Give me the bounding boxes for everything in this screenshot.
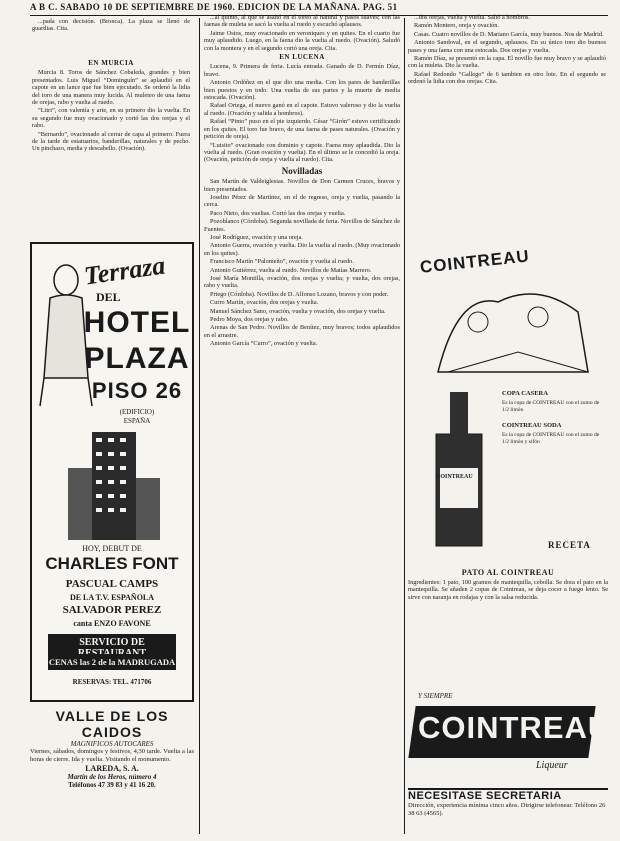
banner-brand: COINTREAU: [418, 710, 612, 745]
valle-subtitle: MAGNIFICOS AUTOCARES: [70, 740, 154, 748]
ad-espana: ESPAÑA: [123, 417, 151, 425]
column-1-article: [32, 58, 190, 226]
article-paragraph: “Luisito” ovacionado con dominio y capote. Faena muy aplaudida. Dio la vuelta al ruedo. (Gran ovación y vuelta). En el último se le concedió la oreja. (Ovación, petición de oreja y vuelta al ruedo). Cita.: [204, 141, 400, 164]
cointreau-soda-desc: Es la copa de COINTREAU con el zumo de 1/2 limón y sifón: [502, 432, 600, 445]
ad-del: DEL: [96, 290, 121, 304]
list-item: Antonio García “Curro”, ovación y vuelta.: [210, 340, 318, 348]
copa-casera-desc: Es la copa de COINTREAU con el zumo de 1/2 limón: [502, 400, 600, 413]
article-paragraph: Antonio Sandoval, en el segundo, aplausos. En su único toro dio buenos pases y una faena con una estocada. Dos orejas y vuelta.: [408, 39, 606, 54]
article-paragraph: ...al quinto, al que se asaltó en el toreo al natural y pasos suaves; con las faenas de muleta se sacó la vuelta al ruedo y escuchó aplausos.: [204, 14, 400, 29]
list-item: Francisco Martín “Palomeño”, ovación y vuelta al ruedo.: [210, 258, 354, 266]
receta-label: RECETA: [548, 540, 591, 550]
pato-title: PATO AL COINTREAU: [461, 568, 555, 577]
classified-secretaria: [408, 788, 608, 838]
valle-title: VALLE DE LOS CAIDOS: [55, 708, 169, 740]
ad-edificio: (EDIFICIO): [119, 408, 155, 416]
cointreau-ad: [412, 232, 608, 562]
column-1-intro: [32, 18, 190, 58]
list-item: Priego (Córdoba). Novillos de D. Alfonso Lozano, bravos y con poder.: [210, 290, 389, 298]
article-paragraph: Antonio Ordóñez en el que dio una media. Con los pares de banderillas bien puestos y en todo. Una vuelta de sus partes y la muerte de media estocada. (Ovación).: [204, 79, 400, 102]
column-rule-1: [199, 18, 200, 834]
article-paragraph: Rafael “Pinto” puso en el pie izquierdo. César “Girón” estuvo certificando en los quites. El toro fue bravo, de una faena de pases naturales. (Ovación y petición de oreja).: [204, 118, 400, 141]
party-illustration: [418, 272, 604, 382]
article-paragraph: “Bernardo”, ovacionado al cerrar de capa al primero. Fuera de la tarde de estatuarios, banderillas, naturales y de pecho. Un pinchazo, media y descabello. (Ovación).: [32, 130, 190, 153]
ad-tve: DE LA T.V. ESPAÑOLA: [69, 593, 155, 602]
section-heading: EN MURCIA: [88, 59, 134, 67]
ad-pascual: PASCUAL CAMPS: [65, 578, 159, 590]
banner-liqueur: Liqueur: [536, 760, 568, 771]
copa-casera-title: COPA CASERA: [502, 390, 548, 397]
ad-servicio: SERVICIO DE: [48, 634, 176, 662]
article-paragraph: Rafael Ortega, el nuevo ganó en el capote. Estuvo valeroso y dio la vuelta al ruedo. (Ovación y salida a hombros).: [204, 102, 400, 117]
list-item: Paco Nieto, dos vueltas. Cortó las dos orejas y vuelta.: [210, 209, 346, 217]
column-3-article: [408, 14, 606, 224]
hotel-plaza-ad: [30, 242, 194, 702]
ad-script-title: Terraza: [82, 250, 167, 291]
article-paragraph: Lucena, 9. Primera de feria. Lucía entrada. Ganado de D. Fermín Díaz, bravo.: [204, 63, 400, 78]
article-paragraph: ...dos orejas, vuelta y vuelta. Salió a hombros.: [414, 14, 530, 21]
article-paragraph: Murcia 8. Toros de Sánchez Cobaleda, grandes y bien presentados. Luis Miguel “Dominguín” se aplaudió en el capote en un lance que fue bien ejecutado. Se ordenó la lidia del toro de una manera muy lucida. Al muleteo de una faena de orejas, rabo y vuelta al ruedo.: [32, 69, 190, 107]
bottle-illustration: [422, 384, 492, 554]
list-item: Pozoblanco (Córdoba). Segunda novillada de feria. Novillos de Sánchez de Fuentes.: [204, 218, 400, 233]
list-item: San Martín de Valdeiglesias. Novillos de Don Carmen Cruces, bravos y bien presentados.: [204, 178, 400, 193]
classified-body: Dirección, experiencia mínima cinco años. Dirigirse telefonear. Teléfono 26 38 63 (4565).: [408, 802, 606, 817]
article-paragraph: Rafael Redondo “Gallego” de 6 tambien en otro lote. En el segundo se ordenó la lidia con dos orejas. Cita.: [408, 70, 606, 86]
article-paragraph: Ramón Montero, oreja y ovación.: [414, 22, 499, 30]
valle-address: Martín de los Heros, número 4: [67, 773, 157, 781]
valle-de-los-caidos-ad: [30, 708, 194, 808]
ad-salvador: SALVADOR PEREZ: [62, 604, 162, 616]
valle-body: Viernes, sábados, domingos y festivos, 4,30 tarde. Vuelta a las horas de cierre. Ida y vuelta. Visitando el monumento.: [30, 748, 194, 763]
valle-company: LAREDA, S. A.: [85, 764, 139, 773]
ad-piso: PISO 26: [91, 378, 183, 403]
page-header: A B C. SABADO 10 DE SEPTIEMBRE DE 1960. EDICION DE LA MAÑANA. PAG. 51: [30, 2, 398, 12]
ad-plaza: PLAZA: [84, 342, 190, 375]
section-heading-novilladas: Novilladas: [281, 165, 323, 176]
list-item: Antonio Guerra, ovación y vuelta. Dio la vuelta al ruedo. (Muy ovacionado en los quites).: [204, 242, 400, 257]
cointreau-soda-title: COINTREAU SODA: [502, 422, 562, 429]
banner-small: Y SIEMPRE: [418, 692, 453, 700]
list-item: José María Montilla, ovación, dos orejas y vuelta; y vuelta, dos orejas, rabo y vuelta.: [204, 275, 400, 290]
ad-charles-font: CHARLES FONT: [45, 554, 179, 573]
article-paragraph: Casas. Cuatro novillos de D. Mariano García, muy buenos. Nos de Madrid.: [414, 30, 604, 38]
list-item: José Rodríguez, ovación y una oreja.: [210, 233, 303, 241]
ad-cenas: CENAS las 2 de la MADRUGADA: [48, 654, 176, 670]
bottle-label: COINTREAU: [436, 474, 473, 480]
list-item: Pedro Moya, dos orejas y rabo.: [210, 316, 289, 324]
ad-hotel: HOTEL: [83, 306, 191, 339]
list-item: Joselito Pérez de Martínez, en el de regreso, oreja y vuelta, pasando la cerca.: [204, 193, 400, 209]
cointreau-brand: COINTREAU: [419, 246, 531, 277]
column-2-article: [204, 14, 400, 836]
article-paragraph: Jaime Ostos, muy ovacionado en veroniques y en quites. En el cuarto fue muy aplaudido. Luego, en la faena dio la vuelta al ruedo. (Ovación). Saludó con la montera y en el segundo cortó una oreja. Cita.: [204, 29, 400, 52]
article-paragraph: Ramón Díaz, se presentó en la capa. El novillo fue muy bravo y se aplaudió con la muleta. Dio la vuelta.: [408, 55, 606, 70]
building-illustration: [62, 428, 166, 540]
list-item: Antonio Gutiérrez, vuelta al ruedo. Novillos de Matías Marrero.: [210, 266, 372, 274]
ad-hoy: HOY, DEBUT DE: [82, 544, 142, 553]
pato-recipe: [408, 568, 608, 683]
cointreau-banner-ad: [408, 690, 612, 782]
list-item: Manuel Sánchez Sano, ovación, vuelta y ovación, dos orejas y vuelta.: [210, 307, 386, 315]
ad-enzo: canta ENZO FAVONE: [73, 619, 151, 628]
intro-paragraph: ...pada con decisión. (Bronca). La plaza se llenó de guardias. Cita.: [32, 18, 190, 33]
valle-phone: Teléfonos 47 39 83 y 41 16 20.: [68, 781, 156, 789]
classified-title: NECESITASE SECRETARIA: [408, 788, 608, 802]
pato-body: Ingredientes: 1 pato, 100 gramos de mantequilla, cebolla. Se dora el pato en la mantequilla. Se añaden 2 copas de Cointreau, se deja cocer a fuego lento. Se sirve con naranja en rodajas y con la salsa reducida.: [408, 579, 608, 601]
list-item: Arenas de San Pedro. Novillos de Benítez, muy bravos; todos aplaudidos en el arrastre.: [204, 324, 400, 339]
column-rule-2: [404, 18, 405, 834]
list-item: Curro Martín, ovación, dos orejas y vuelta.: [210, 299, 319, 307]
section-heading: EN LUCENA: [279, 53, 325, 62]
article-paragraph: “Litri”, con valentía y arte, en su primero dio la vuelta. En su segundo fue muy ovacionado y cortó las dos orejas y el rabo.: [32, 107, 190, 130]
ad-reservas: RESERVAS: TEL. 471706: [72, 678, 152, 686]
